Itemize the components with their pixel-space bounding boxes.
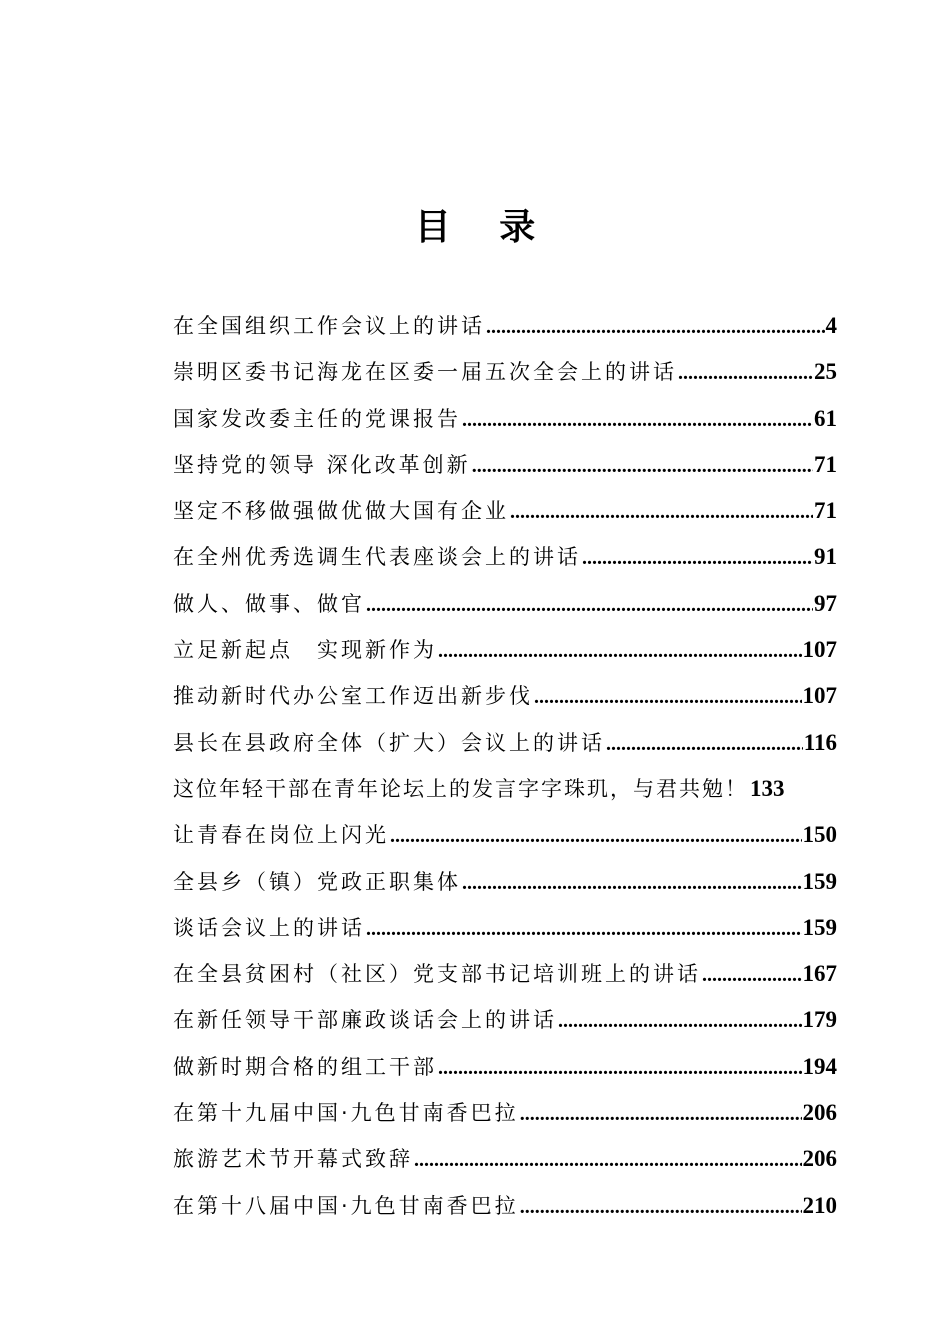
toc-entry-page: 61 [814, 405, 837, 431]
dot-leader [582, 538, 813, 578]
toc-entry[interactable] [173, 1186, 837, 1232]
toc-entry-page: 167 [802, 961, 837, 987]
toc-entry-label: 在全国组织工作会议上的讲话 [173, 314, 485, 338]
toc-entry-page: 159 [802, 914, 837, 940]
toc-entry-label: 旅游艺术节开幕式致辞 [173, 1147, 413, 1172]
toc-entry-page: 206 [802, 1100, 837, 1126]
toc-entry[interactable] [173, 954, 837, 1000]
toc-entry[interactable] [173, 399, 837, 445]
toc-entry-label: 崇明区委书记海龙在区委一届五次全会上的讲话 [173, 360, 677, 385]
dot-leader [462, 863, 802, 903]
toc-entry[interactable] [173, 815, 837, 861]
toc-entry-label: 这位年轻干部在青年论坛上的发言字字珠玑，与君共勉！ [173, 776, 748, 801]
dot-leader [462, 400, 813, 440]
toc-entry[interactable] [173, 908, 837, 954]
toc-entry-label: 在全县贫困村（社区）党支部书记培训班上的讲话 [173, 962, 701, 987]
toc-entry[interactable] [173, 1000, 837, 1046]
dot-leader [520, 1094, 802, 1134]
toc-entry[interactable] [173, 723, 837, 769]
toc-entry[interactable] [173, 352, 837, 398]
toc-entry-page: 107 [802, 683, 837, 709]
toc-entry-page: 159 [802, 868, 837, 894]
table-of-contents [173, 306, 837, 1232]
toc-entry-page: 25 [814, 359, 837, 385]
toc-entry-page: 91 [814, 544, 837, 570]
toc-entry-label: 让青春在岗位上闪光 [173, 823, 389, 848]
toc-entry-page: 206 [802, 1146, 837, 1172]
toc-entry-page: 71 [814, 451, 837, 477]
toc-entry[interactable] [173, 491, 837, 537]
toc-entry-page: 97 [814, 590, 837, 616]
dot-leader [366, 585, 813, 625]
toc-entry-page: 133 [750, 775, 785, 801]
toc-title: 目 录 [414, 206, 554, 248]
toc-entry-label: 县长在县政府全体（扩大）会议上的讲话 [173, 730, 605, 755]
dot-leader [486, 307, 825, 347]
toc-entry-page: 194 [802, 1053, 837, 1079]
toc-entry-label: 在新任领导干部廉政谈话会上的讲话 [173, 1008, 557, 1033]
toc-entry[interactable] [173, 1093, 837, 1139]
toc-entry-label: 推动新时代办公室工作迈出新步伐 [173, 684, 533, 709]
toc-entry-page: 4 [825, 313, 837, 338]
toc-entry-label: 做人、做事、做官 [173, 591, 365, 616]
toc-entry[interactable] [173, 584, 837, 630]
toc-entry-page: 116 [803, 729, 837, 755]
toc-entry-label: 全县乡（镇）党政正职集体 [173, 869, 461, 894]
dot-leader [390, 816, 802, 856]
toc-entry-page: 210 [802, 1192, 837, 1218]
toc-entry[interactable] [173, 537, 837, 583]
dot-leader [606, 724, 803, 764]
dot-leader [366, 909, 802, 949]
dot-leader [438, 1048, 802, 1088]
dot-leader [702, 955, 802, 995]
dot-leader [472, 446, 813, 486]
toc-entry-page: 71 [814, 498, 837, 524]
dot-leader [678, 353, 813, 393]
toc-entry-label: 在第十八届中国·九色甘南香巴拉 [173, 1193, 519, 1218]
toc-entry[interactable] [173, 862, 837, 908]
dot-leader [414, 1140, 802, 1180]
toc-entry[interactable] [173, 630, 837, 676]
toc-entry-page: 107 [802, 637, 837, 663]
dot-leader [510, 492, 813, 532]
toc-entry-label: 在第十九届中国·九色甘南香巴拉 [173, 1101, 519, 1126]
dot-leader [520, 1187, 802, 1227]
toc-entry-label: 做新时期合格的组工干部 [173, 1054, 437, 1079]
dot-leader [438, 631, 802, 671]
toc-entry-label: 国家发改委主任的党课报告 [173, 406, 461, 431]
toc-entry[interactable] [173, 1139, 837, 1185]
toc-entry-label: 立足新起点 实现新作为 [173, 638, 437, 663]
toc-entry-label: 坚定不移做强做优做大国有企业 [173, 499, 509, 524]
toc-entry-page: 179 [802, 1007, 837, 1033]
toc-entry[interactable] [173, 306, 837, 352]
toc-entry-label: 坚持党的领导 深化改革创新 [173, 452, 471, 477]
toc-entry-label: 在全州优秀选调生代表座谈会上的讲话 [173, 545, 581, 570]
toc-entry[interactable] [173, 769, 853, 815]
toc-entry[interactable] [173, 676, 837, 722]
toc-entry-label: 谈话会议上的讲话 [173, 915, 365, 940]
toc-entry[interactable] [173, 1047, 837, 1093]
toc-entry[interactable] [173, 445, 837, 491]
dot-leader [558, 1001, 802, 1041]
dot-leader [534, 677, 802, 717]
toc-entry-page: 150 [802, 822, 837, 848]
